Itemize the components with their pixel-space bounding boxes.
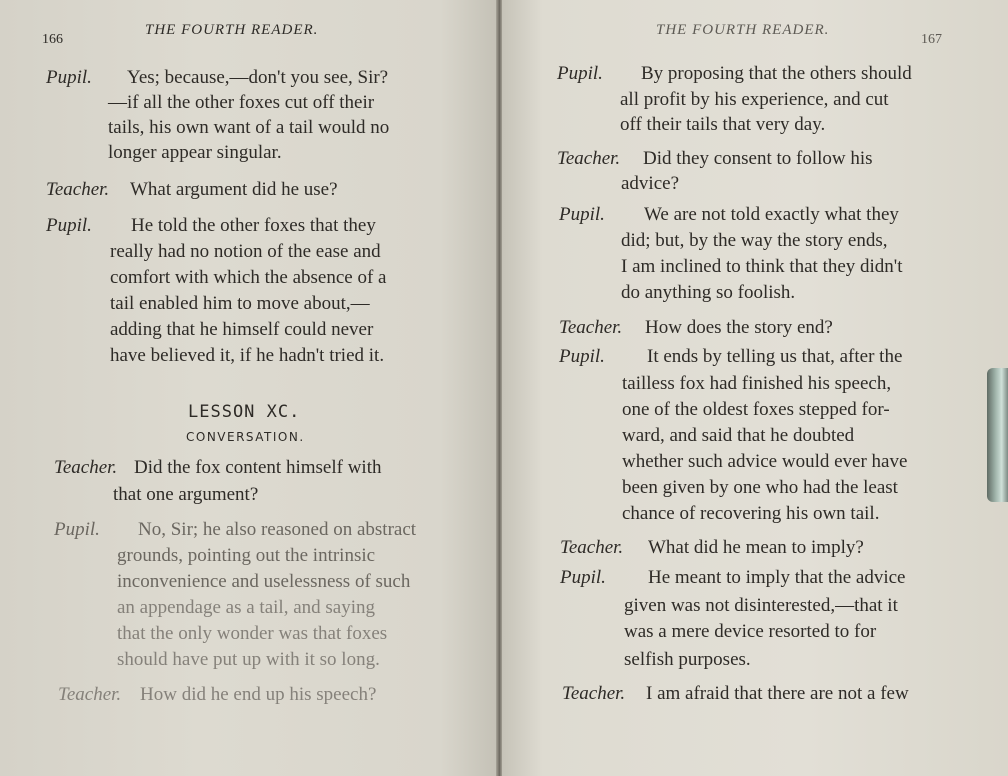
text-line: grounds, pointing out the intrinsic — [117, 545, 376, 566]
text-line: was a mere device resorted to for — [624, 621, 877, 642]
text-line: tail enabled him to move about,— — [110, 293, 370, 314]
page-number: 166 — [42, 32, 63, 47]
text-line: been given by one who had the least — [622, 477, 898, 498]
lesson-title: LESSON XC. — [188, 402, 301, 422]
page-clip — [987, 368, 1008, 502]
text-line: selfish purposes. — [624, 649, 751, 670]
text-line: that one argument? — [113, 484, 259, 505]
text-line: inconvenience and uselessness of such — [117, 571, 411, 592]
text-line: —if all the other foxes cut off their — [108, 92, 375, 113]
text-line: have believed it, if he hadn't tried it. — [110, 345, 385, 366]
text-line: an appendage as a tail, and saying — [117, 597, 375, 618]
text-line: adding that he himself could never — [110, 319, 374, 340]
text-line: off their tails that very day. — [620, 114, 826, 135]
running-head: THE FOURTH READER. — [656, 22, 830, 38]
text-line: one of the oldest foxes stepped for- — [622, 399, 890, 420]
text-line: chance of recovering his own tail. — [622, 503, 880, 524]
text-line: longer appear singular. — [108, 142, 282, 163]
text-line: that the only wonder was that foxes — [117, 623, 388, 644]
running-head: THE FOURTH READER. — [145, 22, 319, 38]
text-line: really had no notion of the ease and — [110, 241, 381, 262]
text-line: all profit by his experience, and cut — [620, 89, 889, 110]
text-line: ward, and said that he doubted — [622, 425, 855, 446]
text-line: do anything so foolish. — [621, 282, 796, 303]
text-line: given was not disinterested,—that it — [624, 595, 898, 616]
page-number: 167 — [921, 32, 942, 47]
right-page: THE FOURTH READER. 167 Pupil. By proposing that the others should all profit by his experience, and cut off their tails that very day. Teacher. Did they consent to follow his advice? Pupil. We are not told exactly what they did; but, by the way the story ends, I am inclined to think that they didn't do anything so foolish. Teacher. How does the story end? Pupil. It ends by telling us that, after the tailless fox had finished his speech, one of the oldest foxes stepped for- ward, and said that he doubted whether such advice would ever have been given by one who had the least chance of recovering his own tail. Teacher. What did he mean to imply? Pupil. He meant to imply that the advice given was not disinterested,—that it was a mere device resorted to for selfish purposes. Teacher. I am afraid that there are not a few — [502, 0, 1008, 776]
text-line: tailless fox had finished his speech, — [622, 373, 892, 394]
text-line: advice? — [621, 173, 680, 194]
text-line: tails, his own want of a tail would no — [108, 117, 390, 138]
text-line: should have put up with it so long. — [117, 649, 380, 670]
text-line: did; but, by the way the story ends, — [621, 230, 888, 251]
lesson-subtitle: CONVERSATION. — [186, 430, 305, 444]
text-line: I am inclined to think that they didn't — [621, 256, 903, 277]
left-page: 166 THE FOURTH READER. Pupil. Yes; because,—don't you see, Sir? —if all the other foxes cut off their tails, his own want of a tail would no longer appear singular. Teacher. What argument did he use? Pupil. He told the other foxes that they really had no notion of the ease and comfort with which the absence of a tail enabled him to move about,— adding that he himself could never have believed it, if he hadn't tried it. LESSON XC. CONVERSATION. Teacher. Did the fox content himself with that one argument? Pupil. No, Sir; he also reasoned on abstract grounds, pointing out the intrinsic inconvenience and uselessness of such an appendage as a tail, and saying that the only wonder was that foxes should have put up with it so long. Teacher. How did he end up his speech? — [0, 0, 500, 776]
text-line: whether such advice would ever have — [622, 451, 908, 472]
text-line: comfort with which the absence of a — [110, 267, 387, 288]
